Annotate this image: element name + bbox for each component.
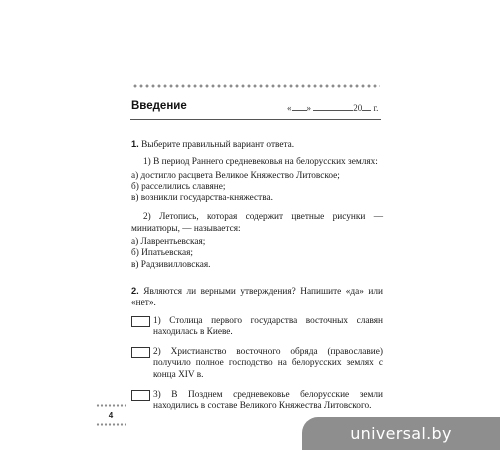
worksheet-content	[131, 139, 383, 422]
statement-text: 1) Столица первого государства восточных славян находилась в Киеве.	[153, 315, 383, 337]
question-1-title	[131, 139, 383, 151]
statement-2	[131, 347, 383, 381]
statement-3	[131, 390, 383, 413]
header-underline	[130, 119, 381, 120]
option-b[interactable]: б) расселились славяне;	[131, 181, 226, 192]
option-c[interactable]: в) возникли государства-княжества.	[131, 193, 273, 204]
question-1-number: 1.	[131, 139, 139, 149]
date-year-prefix: 20	[353, 103, 363, 113]
date-open-quote: «	[287, 103, 292, 113]
question-2-prompt: Являются ли верными утверждения? Напишите «да» или «нет».	[131, 286, 383, 309]
option-c[interactable]: в) Радзивилловская.	[131, 259, 211, 270]
answer-box[interactable]	[131, 316, 150, 327]
question-2-title	[131, 286, 383, 310]
page-number-dots-bottom	[96, 423, 126, 426]
date-field	[287, 102, 381, 113]
date-day-blank[interactable]	[292, 102, 307, 111]
option-a[interactable]: а) достигло расцвета Великое Княжество Литовское;	[131, 170, 340, 181]
statement-1	[131, 316, 383, 339]
statement-text: 2) Христианство восточного обряда (православие) получило полное господство на белорусских землях с конца XIV в.	[153, 347, 383, 380]
date-close-quote: »	[306, 103, 311, 113]
page-number: 4	[108, 411, 114, 420]
date-year-blank[interactable]	[362, 102, 371, 111]
page-number-dots-top	[96, 404, 126, 407]
section-title: Введение	[131, 100, 187, 112]
question-1-sub-1: 1) В период Раннего средневековья на белорусских землях:	[143, 157, 378, 168]
header-dotted-rule	[132, 84, 380, 88]
date-month-blank[interactable]	[313, 102, 353, 111]
question-1-sub-2: 2) Летопись, которая содержит цветные рисунки — миниатюры, — называется:	[131, 212, 383, 234]
question-2-number: 2.	[131, 285, 139, 296]
date-year-unit: г.	[373, 103, 379, 113]
question-1-prompt: Выберите правильный вариант ответа.	[141, 140, 295, 150]
answer-box[interactable]	[131, 390, 150, 401]
option-a[interactable]: а) Лаврентьевская;	[131, 237, 206, 248]
spacer	[131, 271, 383, 286]
option-b[interactable]: б) Ипатьевская;	[131, 248, 193, 259]
watermark: universal.by	[302, 417, 500, 450]
statement-text: 3) В Позднем средневековье белорусские земли находились в составе Великого Княжества Литовского.	[153, 390, 383, 412]
answer-box[interactable]	[131, 347, 150, 358]
